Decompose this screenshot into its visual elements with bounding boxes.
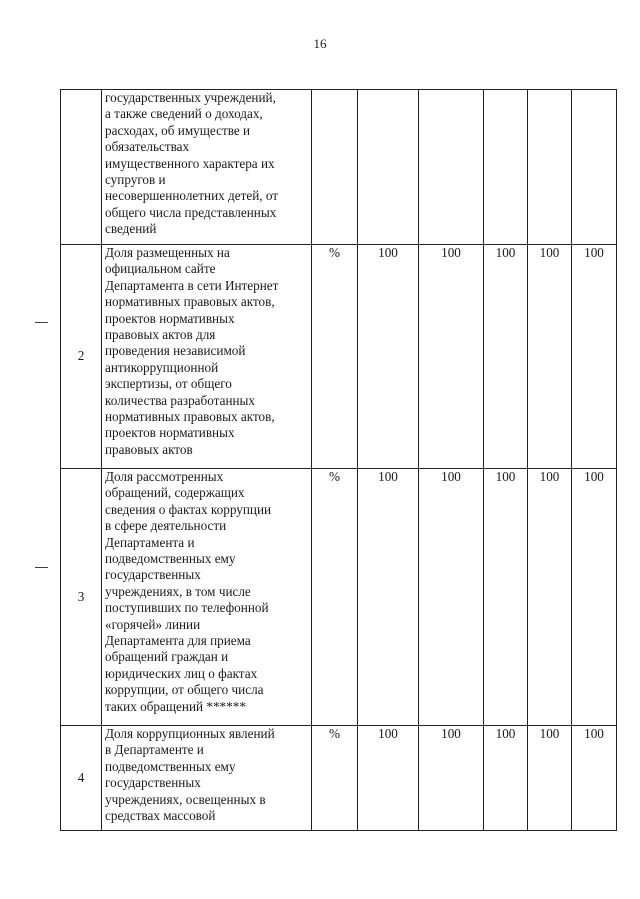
value-cell [419, 90, 484, 245]
value-cell: 100 [572, 726, 617, 831]
description-line: нормативных правовых актов, [105, 409, 275, 425]
page-number: 16 [313, 36, 327, 51]
description-line: юридических лиц о фактах [105, 665, 258, 681]
description-line: учреждениях, в том числе [105, 583, 251, 599]
row-number: 2 [61, 245, 102, 469]
description-line: коррупции, от общего числа [105, 682, 264, 698]
value-cell: 100 [528, 726, 572, 831]
description-line: официальном сайте [105, 261, 216, 277]
description-line: правовых актов [105, 441, 193, 457]
description-line: проведения независимой [105, 343, 246, 359]
description-line: общего числа представленных [105, 204, 277, 220]
indicator-description [102, 245, 312, 469]
description-line: государственных [105, 775, 201, 791]
row-number [61, 90, 102, 245]
value-cell [358, 90, 419, 245]
description-line: обращений, содержащих [105, 485, 245, 501]
table-row [61, 90, 617, 245]
unit-cell: % [312, 245, 358, 469]
value-cell: 100 [358, 726, 419, 831]
value-cell: 100 [484, 726, 528, 831]
table-row [61, 469, 617, 726]
margin-mark [35, 567, 48, 568]
description-line: Департамента в сети Интернет [105, 277, 279, 293]
description-line: имущественного характера их [105, 155, 275, 171]
description-line: супругов и [105, 172, 166, 188]
description-line: средствах массовой [105, 808, 216, 824]
table-row [61, 245, 617, 469]
description-line: «горячей» линии [105, 616, 201, 632]
description-line: Департамента для приема [105, 633, 251, 649]
margin-mark [35, 322, 48, 323]
description-line: правовых актов для [105, 327, 216, 343]
description-line: Доля размещенных на [105, 245, 230, 260]
description-line: а также сведений о доходах, [105, 106, 263, 122]
indicator-description [102, 90, 312, 245]
indicator-description [102, 469, 312, 726]
unit-cell [312, 90, 358, 245]
description-line: количества разработанных [105, 392, 256, 408]
value-cell: 100 [358, 245, 419, 469]
value-cell: 100 [419, 726, 484, 831]
description-line: подведомственных ему [105, 758, 236, 774]
description-line: в Департаменте и [105, 742, 204, 758]
unit-cell: % [312, 726, 358, 831]
row-number: 4 [61, 726, 102, 831]
description-line: таких обращений ****** [105, 698, 246, 714]
value-cell [528, 90, 572, 245]
description-line: сведений [105, 221, 157, 237]
description-line: Департамента и [105, 534, 195, 550]
value-cell: 100 [572, 245, 617, 469]
value-cell: 100 [528, 245, 572, 469]
value-cell: 100 [528, 469, 572, 726]
value-cell: 100 [572, 469, 617, 726]
value-cell [572, 90, 617, 245]
description-line: обязательствах [105, 139, 190, 155]
description-line: антикоррупционной [105, 359, 219, 375]
unit-cell: % [312, 469, 358, 726]
value-cell: 100 [484, 469, 528, 726]
description-line: государственных учреждений, [105, 90, 276, 105]
description-line: несовершеннолетних детей, от [105, 188, 279, 204]
value-cell [484, 90, 528, 245]
description-line: обращений граждан и [105, 649, 229, 665]
description-line: учреждениях, освещенных в [105, 791, 266, 807]
indicator-description [102, 726, 312, 831]
value-cell: 100 [358, 469, 419, 726]
value-cell: 100 [419, 469, 484, 726]
value-cell: 100 [484, 245, 528, 469]
value-cell: 100 [419, 245, 484, 469]
row-number: 3 [61, 469, 102, 726]
description-line: расходах, об имуществе и [105, 122, 251, 138]
description-line: сведения о фактах коррупции [105, 501, 272, 517]
description-line: проектов нормативных [105, 310, 235, 326]
description-line: экспертизы, от общего [105, 376, 232, 392]
description-line: подведомственных ему [105, 551, 236, 567]
description-line: поступивших по телефонной [105, 600, 269, 616]
description-line: Доля коррупционных явлений [105, 726, 275, 741]
description-line: проектов нормативных [105, 425, 235, 441]
table-row [61, 726, 617, 831]
description-line: нормативных правовых актов, [105, 294, 275, 310]
description-line: государственных [105, 567, 201, 583]
description-line: Доля рассмотренных [105, 469, 224, 484]
indicators-table [60, 89, 617, 831]
description-line: в сфере деятельности [105, 518, 227, 534]
